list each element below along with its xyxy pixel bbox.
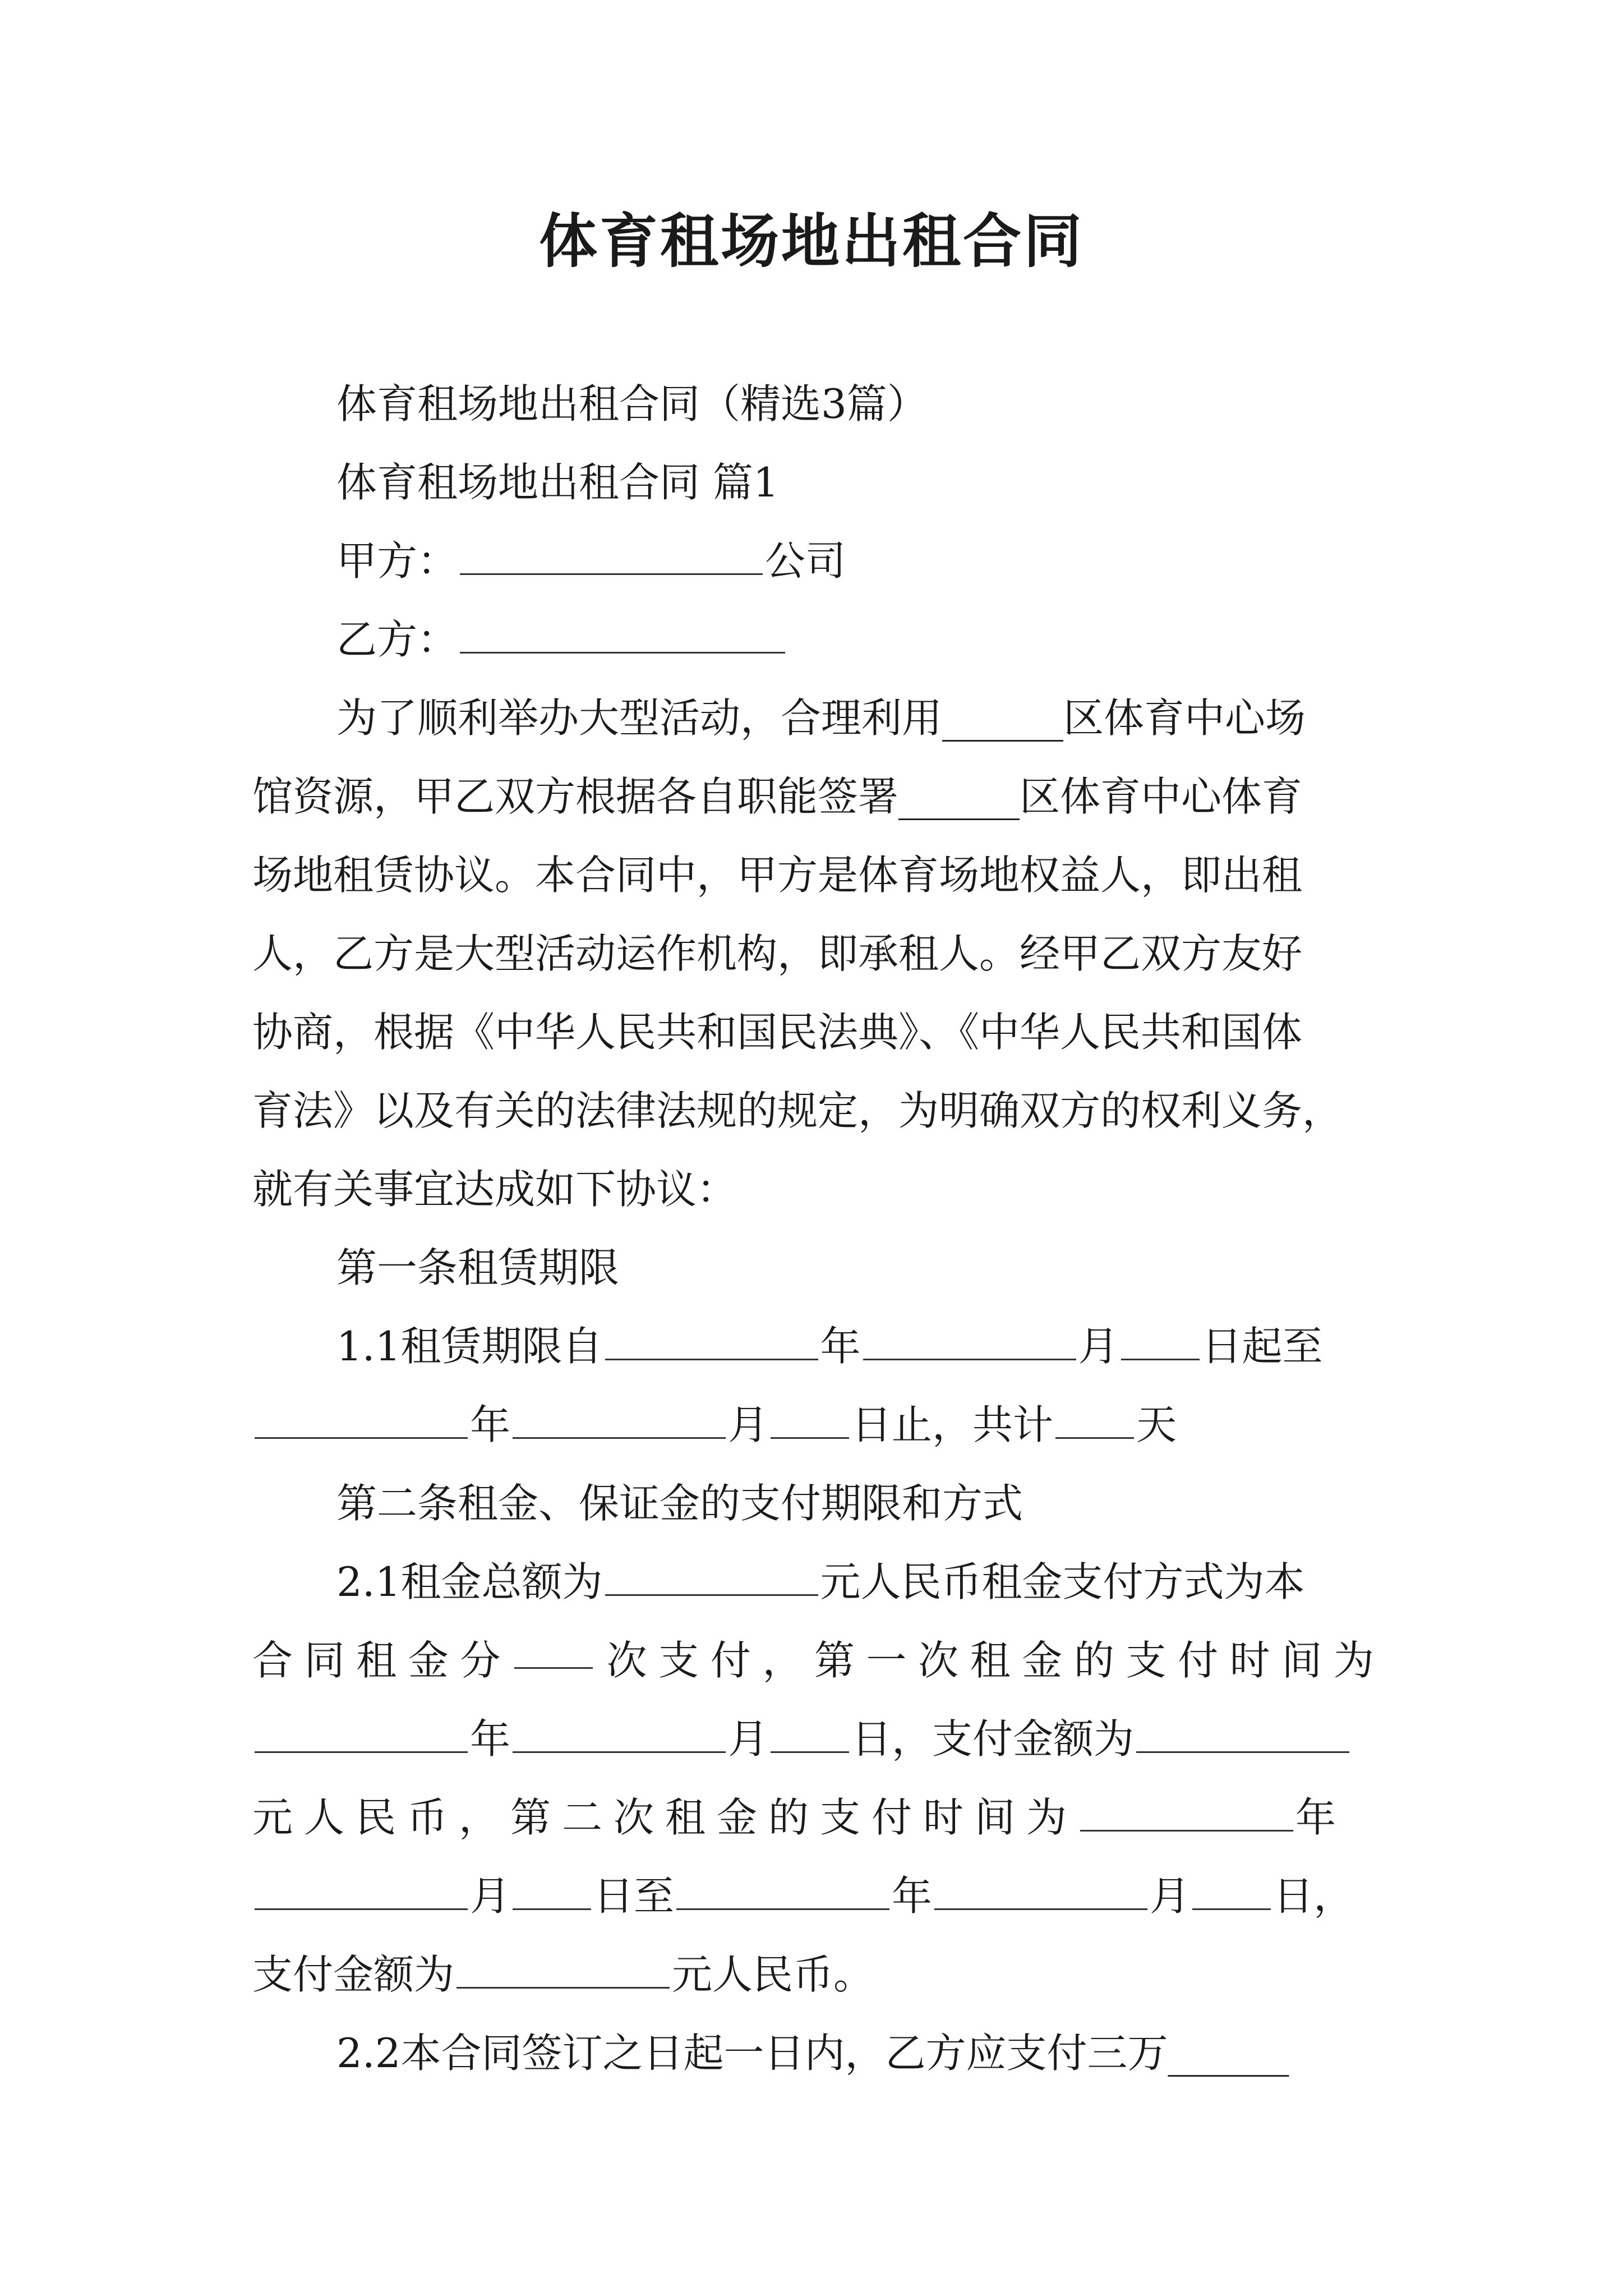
clause-2-1-line-6	[252, 1935, 1374, 2014]
clause-char: 租	[356, 1637, 397, 1684]
preamble-line-3: 场地租赁协议。本合同中，甲方是体育场地权益人，即出租	[252, 852, 1303, 899]
first-pay-year-blank[interactable]	[255, 1705, 468, 1753]
clause-char: 付	[710, 1637, 751, 1684]
clause-text: 2.1租金总额为	[336, 1558, 603, 1605]
clause-char: 支	[1126, 1637, 1166, 1684]
first-pay-day-blank[interactable]	[771, 1705, 849, 1753]
first-pay-month-blank[interactable]	[513, 1705, 726, 1753]
preamble-line-6: 育法》以及有关的法律法规的规定，为明确双方的权利义务，	[252, 1087, 1343, 1134]
total-rent-blank[interactable]	[605, 1548, 818, 1596]
preamble-line-4: 人，乙方是大型活动运作机构，即承租人。经甲乙双方友好	[252, 930, 1303, 977]
document-title: 体育租场地出租合同	[538, 207, 1084, 275]
preamble-line-5: 协商，根据《中华人民共和国民法典》、《中华人民共和国体	[252, 1009, 1303, 1056]
clause-text: 月	[470, 1872, 511, 1920]
party-b-label: 乙方：	[336, 616, 458, 663]
party-a-suffix: 公司	[765, 537, 846, 585]
clause-char: 租	[970, 1637, 1011, 1684]
party-b-blank[interactable]	[460, 606, 785, 654]
intro-line: 体育租场地出租合同（精选3篇）	[336, 380, 928, 427]
clause-char: 同	[304, 1637, 345, 1684]
preamble-line-7: 就有关事宜达成如下协议：	[252, 1166, 737, 1213]
clause-char: 一	[866, 1637, 907, 1684]
clause-text: 年	[470, 1401, 511, 1448]
clause-2-1-line-4	[252, 1778, 1374, 1857]
clause-char: 合	[252, 1637, 293, 1684]
total-days-blank[interactable]	[1055, 1391, 1134, 1439]
clause-1-1-line-2	[252, 1386, 1374, 1464]
end-year-blank[interactable]	[255, 1391, 468, 1439]
second-pay-day-blank[interactable]	[513, 1862, 591, 1910]
start-month-blank[interactable]	[863, 1313, 1076, 1360]
clause-char: 分	[460, 1637, 501, 1684]
party-a-blank[interactable]	[460, 527, 763, 575]
second-pay-end-day-blank[interactable]	[1192, 1862, 1271, 1910]
clause-char: 金	[1022, 1637, 1063, 1684]
end-day-blank[interactable]	[771, 1391, 849, 1439]
clause-char: 金	[408, 1637, 449, 1684]
clause-text: 月	[728, 1401, 769, 1448]
party-a-line	[336, 522, 1458, 600]
installments-blank[interactable]	[514, 1621, 593, 1669]
second-pay-end-year-blank[interactable]	[676, 1862, 889, 1910]
clause-text: 日，	[1273, 1872, 1354, 1920]
clause-char: 时	[1229, 1637, 1270, 1684]
second-pay-year-blank[interactable]	[1080, 1784, 1293, 1832]
clause-2-1-line-5	[252, 1857, 1374, 1935]
clause-text: 日至	[593, 1872, 675, 1920]
clause-2-1-line-1	[336, 1543, 1458, 1621]
clause-1-1-line-1	[336, 1307, 1458, 1386]
clause-text: 天	[1136, 1401, 1177, 1448]
clause-text: 日，支付金额为	[851, 1715, 1135, 1763]
clause-text: 年	[820, 1323, 861, 1370]
clause-2-2-line: 2.2本合同签订之日起一日内，乙方应支付三万______	[336, 2030, 1289, 2077]
clause-char: 次	[606, 1637, 647, 1684]
clause-text: 日止，共计	[851, 1401, 1054, 1448]
start-year-blank[interactable]	[605, 1313, 818, 1360]
part-heading: 体育租场地出租合同 篇1	[336, 459, 779, 506]
first-pay-amount-blank[interactable]	[1136, 1705, 1349, 1753]
clause-text: 月	[728, 1715, 769, 1763]
clause-text: 年	[470, 1715, 511, 1763]
clause-char: 付	[1178, 1637, 1219, 1684]
clause-text: 1.1租赁期限自	[336, 1323, 603, 1370]
clause-text: 月	[1078, 1323, 1119, 1370]
second-pay-amount-blank[interactable]	[457, 1941, 670, 1989]
clause-char: 次	[918, 1637, 959, 1684]
clause-text: 元人民币，第二次租金的支付时间为	[252, 1794, 1078, 1841]
preamble-line-1: 为了顺利举办大型活动，合理利用______区体育中心场	[336, 694, 1306, 742]
end-month-blank[interactable]	[513, 1391, 726, 1439]
clause-text: 元人民币租金支付方式为本	[820, 1558, 1305, 1605]
clause-char: ，	[762, 1637, 803, 1684]
preamble-line-2: 馆资源，甲乙双方根据各自职能签署______区体育中心体育	[252, 773, 1303, 820]
clause-2-1-line-3	[252, 1700, 1374, 1778]
start-day-blank[interactable]	[1121, 1313, 1200, 1360]
clause-text: 支付金额为	[252, 1951, 455, 1998]
clause-text: 年	[1295, 1794, 1336, 1841]
party-b-line	[336, 600, 1458, 679]
second-pay-end-month-blank[interactable]	[934, 1862, 1147, 1910]
clause-text: 月	[1150, 1872, 1191, 1920]
clause-2-1-line-2	[252, 1621, 1374, 1700]
clause-char: 的	[1073, 1637, 1114, 1684]
clause-text: 元人民币。	[672, 1951, 874, 1998]
clause-char: 间	[1281, 1637, 1322, 1684]
clause-char: 支	[658, 1637, 699, 1684]
article-2-heading: 第二条租金、保证金的支付期限和方式	[336, 1480, 1023, 1527]
party-a-label: 甲方：	[336, 537, 458, 585]
clause-char: 为	[1333, 1637, 1374, 1684]
article-1-heading: 第一条租赁期限	[336, 1244, 620, 1291]
clause-text: 日起至	[1201, 1323, 1323, 1370]
clause-text: 年	[892, 1872, 933, 1920]
second-pay-month-blank[interactable]	[255, 1862, 468, 1910]
clause-char: 第	[814, 1637, 855, 1684]
